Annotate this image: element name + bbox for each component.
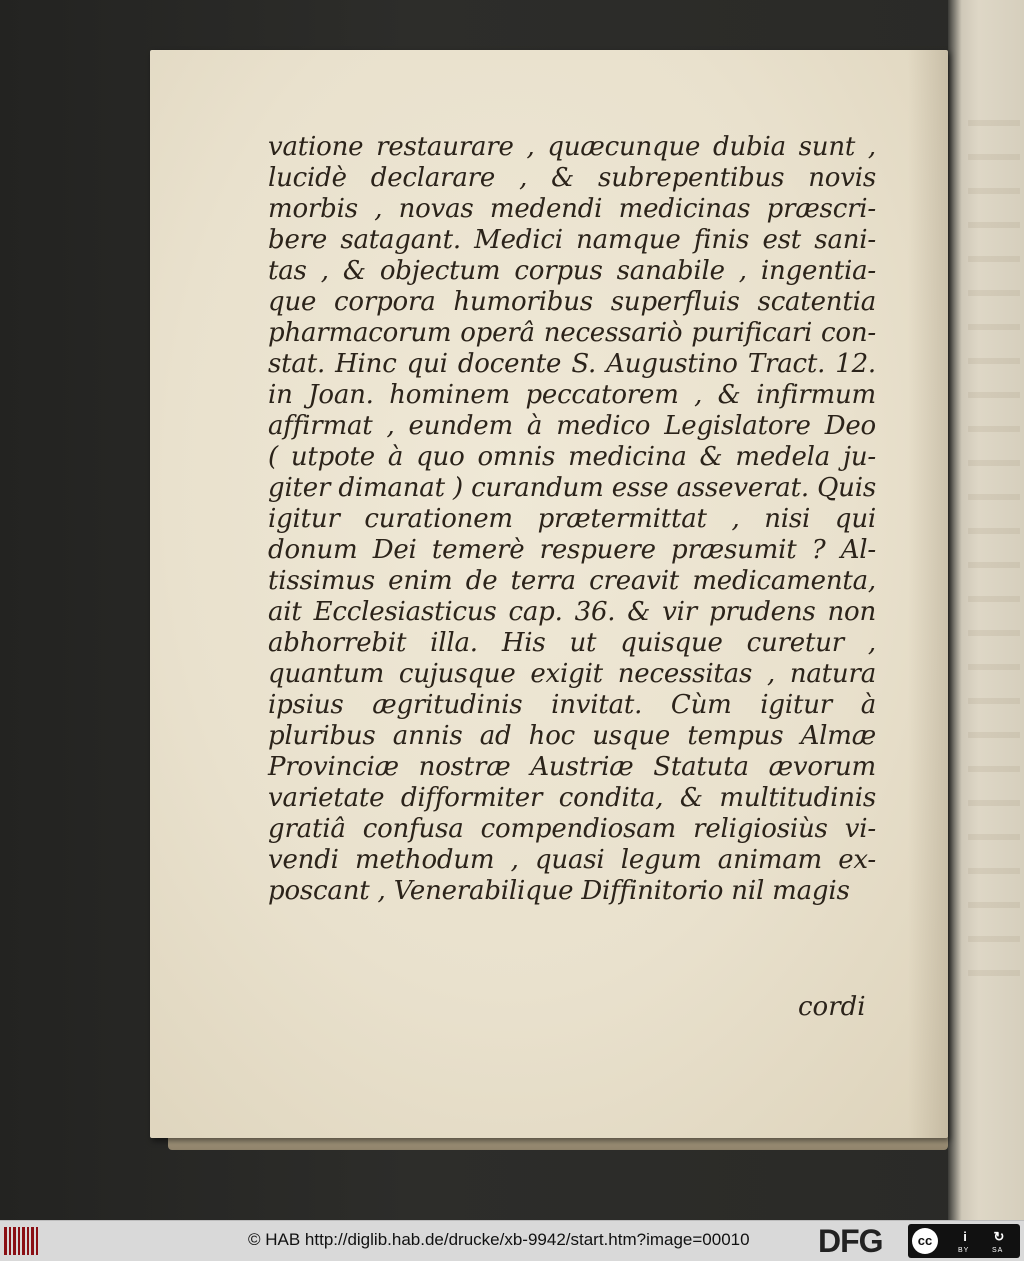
by-label: BY <box>958 1247 970 1254</box>
text-line: stat. Hinc qui docente S. Augustino Tract. 12. <box>268 349 876 379</box>
page-gutter-shadow <box>908 50 948 1138</box>
hab-logo-icon[interactable] <box>4 1227 40 1255</box>
text-line: abhorrebit illa. His ut quisque curetur , <box>268 628 876 658</box>
text-line: quantum cujusque exigit necessitas , natura <box>268 659 876 689</box>
text-line: giter dimanat ) curandum esse asseverat. Quis <box>268 473 876 503</box>
text-line: morbis , novas medendi medicinas præscri- <box>268 194 876 224</box>
text-line: varietate difformiter condita, & multitudinis <box>268 783 876 813</box>
text-line: Provinciæ nostræ Austriæ Statuta ævorum <box>268 752 876 782</box>
text-line: igitur curationem prætermittat , nisi qui <box>268 504 876 534</box>
cc-icon: cc <box>912 1228 938 1254</box>
catchword: cordi <box>798 992 866 1022</box>
cc-license-badge[interactable] <box>908 1224 1020 1258</box>
text-line: poscant , Venerabilique Diffinitorio nil magis <box>268 876 850 906</box>
text-line: ( utpote à quo omnis medicina & medela ju- <box>268 442 876 472</box>
by-attribution-icon: i <box>963 1229 967 1244</box>
text-line: affirmat , eundem à medico Legislatore Deo <box>268 411 876 441</box>
book-page <box>150 50 948 1138</box>
text-line: vendi methodum , quasi legum animam ex- <box>268 845 876 875</box>
share-alike-icon: ↻ <box>993 1229 1005 1244</box>
text-line: tissimus enim de terra creavit medicamenta, <box>268 566 876 596</box>
sa-label: SA <box>992 1247 1004 1254</box>
text-line: que corpora humoribus superfluis scatentia <box>268 287 876 317</box>
text-line: ait Ecclesiasticus cap. 36. & vir prudens non <box>268 597 876 627</box>
facing-page-edge <box>948 0 1024 1220</box>
text-line: gratiâ confusa compendiosam religiosiùs vi- <box>268 814 876 844</box>
text-line: donum Dei temerè respuere præsumit ? Al- <box>268 535 876 565</box>
source-link[interactable]: © HAB http://diglib.hab.de/drucke/xb-9942/start.htm?image=00010 <box>248 1230 750 1249</box>
text-line: ipsius ægritudinis invitat. Cùm igitur à <box>268 690 876 720</box>
text-line: bere satagant. Medici namque finis est sani- <box>268 225 876 255</box>
text-line: tas , & objectum corpus sanabile , ingentia- <box>268 256 876 286</box>
text-line: in Joan. hominem peccatorem , & infirmum <box>268 380 876 410</box>
footer-bar <box>0 1220 1024 1261</box>
dfg-logo[interactable]: DFG <box>818 1223 883 1259</box>
text-line: lucidè declarare , & subrepentibus novis <box>268 163 876 193</box>
text-line: pluribus annis ad hoc usque tempus Almæ <box>268 721 876 751</box>
text-line: vatione restaurare , quæcunque dubia sunt , <box>268 132 876 162</box>
page-text-block <box>268 132 876 907</box>
facing-page-bleed-through <box>968 120 1020 1000</box>
text-line: pharmacorum operâ necessariò purificari con- <box>268 318 876 348</box>
